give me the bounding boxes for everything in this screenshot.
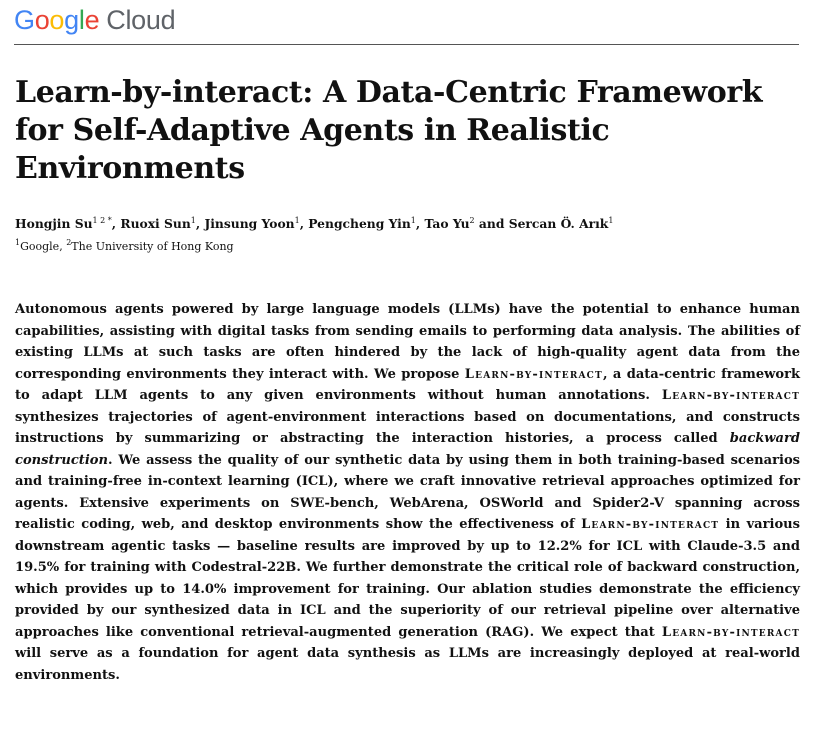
- framework-name: Learn-by-interact: [661, 624, 800, 640]
- abstract-text: will serve as a foundation for agent data synthesis as LLMs are increasingly deployed at real-world environments.: [15, 646, 800, 683]
- abstract-text: Autonomous agents powered by large language models (LLMs) have the potential to enhance human capabilities, assisting with digital tasks from sending emails to performing data analysis. The abilities of existing LLMs at such tasks are often hindered by the lack of high-quality agent data from the corresponding environments they interact with. We propose: [15, 302, 800, 382]
- logo-letter: g: [64, 5, 79, 35]
- logo-letter: e: [84, 5, 100, 35]
- framework-name: Learn-by-interact: [661, 388, 800, 403]
- author-name: Jinsung Yoon: [204, 216, 295, 231]
- affiliation-list: [15, 239, 805, 255]
- author-marks: 1: [608, 216, 614, 225]
- abstract-paragraph: [15, 299, 800, 686]
- author-sep: and: [474, 216, 509, 231]
- affiliation-name: The University of Hong Kong: [71, 240, 234, 253]
- author-marks: 1 2 *: [92, 216, 112, 225]
- header-divider: [14, 44, 799, 45]
- logo-letter: o: [34, 5, 50, 35]
- author-sep: ,: [111, 216, 121, 231]
- google-cloud-logo: [14, 5, 175, 41]
- framework-name: Learn-by-interact: [464, 366, 603, 382]
- abstract-text: , a data-centric framework to adapt LLM agents to any given environments without human annotations.: [15, 366, 800, 403]
- abstract-emphasis: backward construction: [15, 431, 800, 468]
- abstract-text: . We assess the quality of our synthetic data by using them in both training-based scenarios and training-free in-context learning (ICL), where we craft innovative retrieval approaches optimized for agents. Extensive experiments on SWE-bench, WebArena, OSWorld and Spider2-V spanning across realistic coding, web, and desktop environments show the effectiveness of: [15, 452, 800, 532]
- author-marks: 2: [469, 216, 475, 225]
- affiliation-mark: 2: [66, 238, 72, 247]
- author-name: Ruoxi Sun: [120, 216, 191, 231]
- abstract-text: in various downstream agentic tasks — baseline results are improved by up to 12.2% for ICL with Claude-3.5 and 19.5% for training with Codestral-22B. We further demonstrate the critical role of backward construction, which provides up to 14.0% improvement for training. Our ablation studies demonstrate the efficiency provided by our synthesized data in ICL and the superiority of our retrieval pipeline over alternative approaches like conventional retrieval-augmented generation (RAG). We expect that: [15, 517, 800, 640]
- author-marks: 1: [410, 216, 416, 225]
- logo-letter: G: [14, 5, 35, 35]
- logo-letter: l: [78, 5, 85, 35]
- author-sep: ,: [195, 216, 205, 231]
- author-name: Sercan Ö. Arık: [508, 216, 609, 231]
- author-name: Pengcheng Yin: [308, 216, 411, 231]
- author-list: [15, 216, 805, 232]
- author-sep: ,: [415, 216, 425, 231]
- author-marks: 1: [190, 216, 196, 225]
- paper-title: Learn-by-interact: A Data-Centric Framework for Self-Adaptive Agents in Realistic Environments: [15, 75, 763, 186]
- author-name: Tao Yu: [424, 216, 470, 231]
- affiliation-mark: 1: [15, 238, 21, 247]
- affiliation-sep: ,: [59, 240, 67, 253]
- author-marks: 1: [294, 216, 300, 225]
- abstract-text: synthesizes trajectories of agent-environment interactions based on documentations, and constructs instructions by summarizing or abstracting the interaction histories, a process called: [15, 409, 800, 446]
- author-sep: ,: [299, 216, 309, 231]
- affiliation-name: Google: [20, 240, 60, 253]
- logo-letter: o: [49, 5, 65, 35]
- framework-name: Learn-by-interact: [581, 517, 720, 532]
- logo-word-cloud: Cloud: [106, 5, 176, 35]
- author-name: Hongjin Su: [15, 216, 93, 231]
